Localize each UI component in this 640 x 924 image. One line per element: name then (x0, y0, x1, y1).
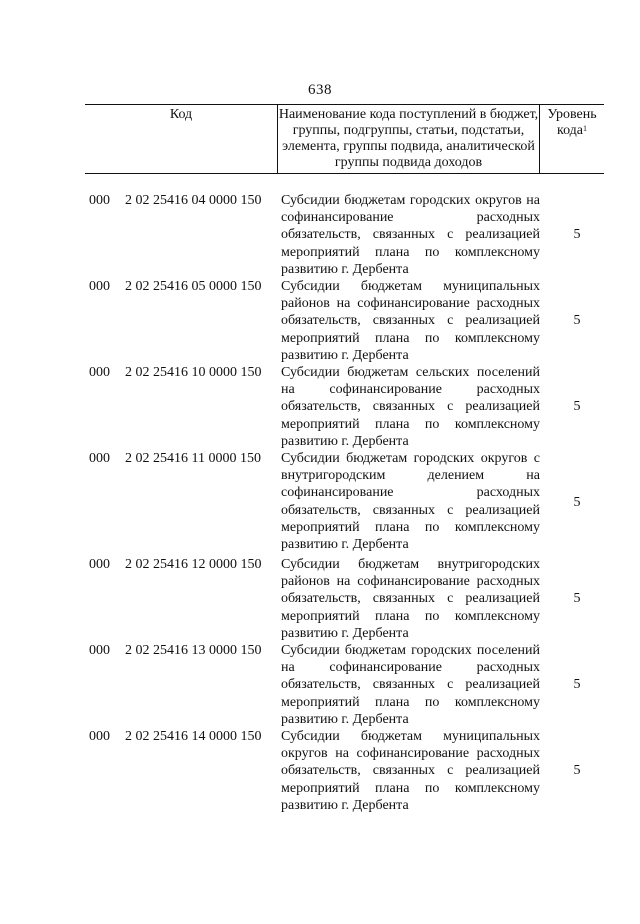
row-level: 5 (573, 227, 581, 243)
row-admin-code: 000 (89, 451, 110, 466)
row-code: 2 02 25416 10 0000 150 (125, 365, 262, 380)
table-row (85, 278, 604, 364)
row-name: Субсидии бюджетам городских округов с внутригородским делением на софинансирование расходных обязательств, связанных с реализацией мероприятий плана по комплексному развитию г. Дербента (281, 451, 540, 553)
row-admin-code: 000 (89, 193, 110, 208)
header-level (540, 105, 604, 173)
row-name: Субсидии бюджетам сельских поселений на софинансирование расходных обязательств, связанных с реализацией мероприятий плана по комплексному развитию г. Дербента (281, 365, 540, 449)
row-admin-code: 000 (89, 643, 110, 658)
table-header (85, 104, 604, 174)
row-name: Субсидии бюджетам городских поселений на софинансирование расходных обязательств, связанных с реализацией мероприятий плана по комплексному развитию г. Дербента (281, 643, 540, 727)
row-admin-code: 000 (89, 365, 110, 380)
row-admin-code: 000 (89, 557, 110, 572)
row-code: 2 02 25416 11 0000 150 (125, 451, 261, 466)
row-level: 5 (573, 591, 581, 607)
row-code: 2 02 25416 04 0000 150 (125, 193, 262, 208)
table-row (85, 364, 604, 450)
row-code: 2 02 25416 13 0000 150 (125, 643, 262, 658)
table-body (85, 192, 604, 814)
row-level: 5 (573, 313, 581, 329)
row-level: 5 (573, 399, 581, 415)
row-code: 2 02 25416 05 0000 150 (125, 279, 262, 294)
table-row (85, 556, 604, 642)
header-level-footnote: 1 (583, 124, 588, 133)
row-name: Субсидии бюджетам муниципальных округов на софинансирование расходных обязательств, связанных с реализацией мероприятий плана по комплексному развитию г. Дербента (281, 729, 540, 813)
row-name: Субсидии бюджетам внутригородских районов на софинансирование расходных обязательств, связанных с реализацией мероприятий плана по комплексному развитию г. Дербента (281, 557, 540, 641)
row-code: 2 02 25416 12 0000 150 (125, 557, 262, 572)
header-code: Код (85, 105, 278, 173)
row-level: 5 (573, 495, 581, 511)
row-name: Субсидии бюджетам городских округов на софинансирование расходных обязательств, связанных с реализацией мероприятий плана по комплексному развитию г. Дербента (281, 193, 540, 277)
row-admin-code: 000 (89, 279, 110, 294)
table-row (85, 450, 604, 556)
row-level: 5 (573, 763, 581, 779)
header-name: Наименование кода поступлений в бюджет, группы, подгруппы, статьи, подстатьи, элемента, группы подвида, аналитической группы подвида доходов (278, 105, 540, 173)
table-row (85, 192, 604, 278)
page-number: 638 (308, 82, 332, 98)
header-level-label: Уровень кода (547, 107, 597, 138)
row-code: 2 02 25416 14 0000 150 (125, 729, 262, 744)
row-name: Субсидии бюджетам муниципальных районов на софинансирование расходных обязательств, связанных с реализацией мероприятий плана по комплексному развитию г. Дербента (281, 279, 540, 363)
table-row (85, 642, 604, 728)
table-row (85, 728, 604, 814)
row-admin-code: 000 (89, 729, 110, 744)
row-level: 5 (573, 677, 581, 693)
